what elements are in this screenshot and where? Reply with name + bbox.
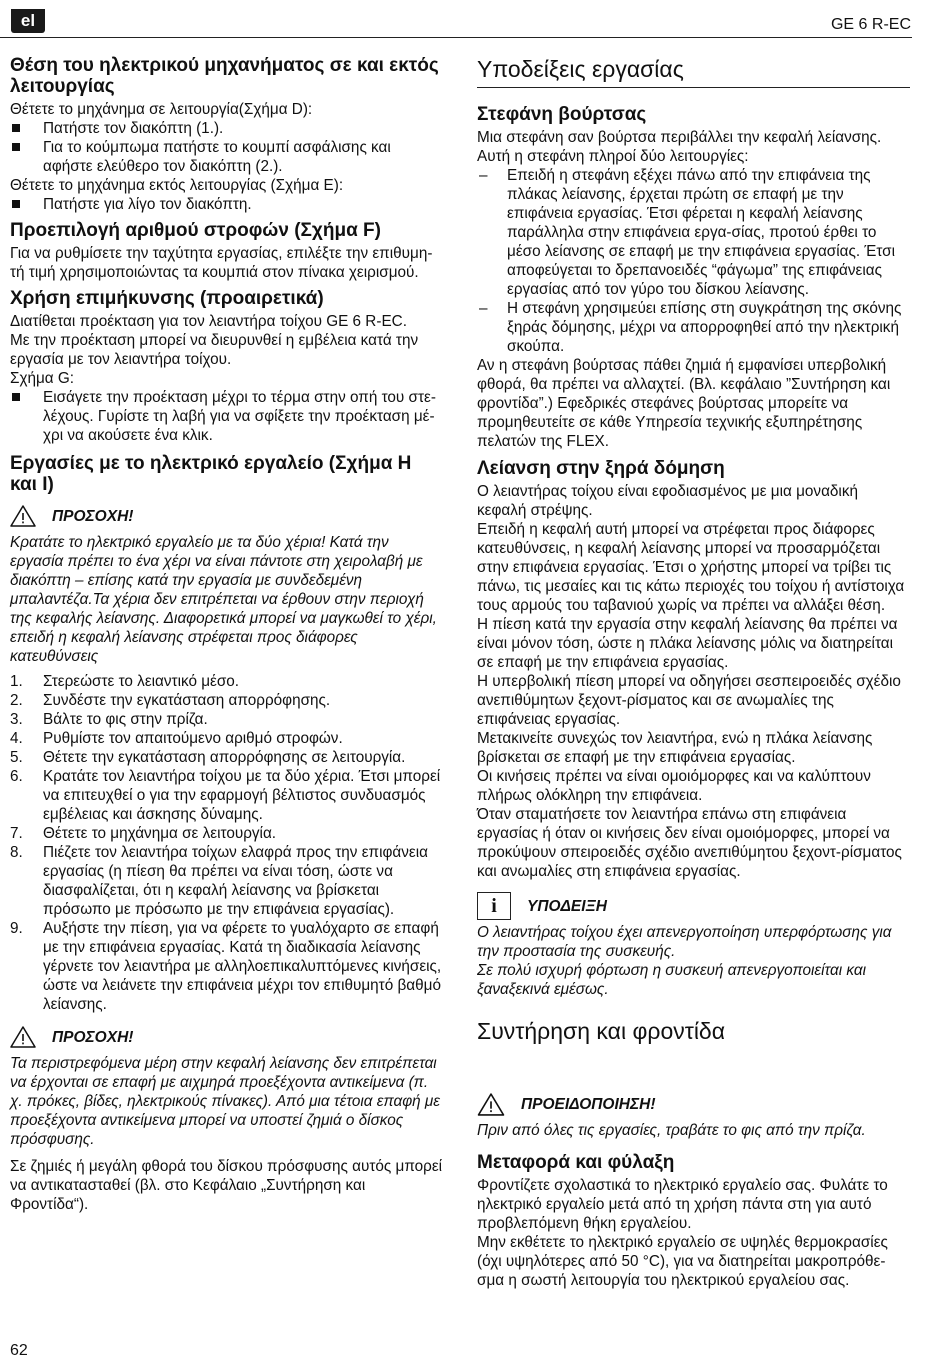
- left-column: [10, 55, 443, 1214]
- step-text: Πιέζετε τον λειαντήρα τοίχων ελαφρά προς την επιφάνεια εργασίας (η πίεση θα πρέπει να είναι τόση, ώστε να διασφαλίζεται, ότι η κεφαλή λείανσης να βρίσκεται πρόσωπο με πρόσωπο με την επιφάνεια εργασίας).: [43, 844, 428, 918]
- section-extension: [10, 288, 443, 445]
- paragraph: Η υπερβολική πίεση μπορεί να οδηγήσει σεσπειροειδές σχέδιο ανεπιθύμητων ξεχοντ-ρίσματος και σε ανωμαλίες της επιφάνειας εργασίας.: [477, 673, 901, 728]
- hint-notice: [477, 891, 910, 921]
- step-number: 2.: [10, 692, 23, 709]
- paragraph: Διατίθεται προέκταση για τον λειαντήρα τοίχου GE 6 R-EC.: [10, 313, 407, 330]
- dry-sanding-body: [477, 482, 910, 881]
- paragraph: Μετακινείτε συνεχώς τον λειαντήρα, ενώ η πλάκα λείανσης βρίσκεται σε επαφή με την επιφάνεια εργασίας.: [477, 730, 873, 766]
- list-item: [10, 919, 443, 1014]
- paragraph: Μια στεφάνη σαν βούρτσα περιβάλλει την κεφαλή λείανσης.: [477, 129, 882, 146]
- page-number: 62: [10, 1342, 28, 1359]
- list-item: [10, 748, 443, 767]
- paragraph: Αυτή η στεφάνη πληροί δύο λειτουργίες:: [477, 148, 749, 165]
- list-item: [10, 691, 443, 710]
- warning-label: ΠΡΟΕΙΔΟΠΟΙΗΣΗ!: [521, 1095, 656, 1113]
- paragraph: Σχήμα G:: [10, 370, 75, 387]
- list-item: [10, 672, 443, 691]
- right-column: [477, 55, 910, 1290]
- step-text: Κρατάτε τον λειαντήρα τοίχου με τα δύο χέρια. Έτσι μπορεί να επιτευχθεί ο για την εφαρμογή βέλτιστος συνδυασμός εμβέλειας και άσκησης δύναμης.: [43, 768, 441, 823]
- step-number: 7.: [10, 825, 23, 842]
- model-code: GE 6 R-EC: [830, 16, 911, 33]
- step-text: Στερεώστε το λειαντικό μέσο.: [43, 673, 240, 690]
- step-text: Βάλτε το φις στην πρίζα.: [43, 711, 208, 728]
- list-item: [10, 767, 443, 824]
- caution-text-2: Τα περιστρεφόμενα μέρη στην κεφαλή λείανσης δεν επιτρέπεται να έρχονται σε επαφή με αιχμηρά προεξέχοντα αντικείμενα (π. χ. πρόκες, βίδες, ηλεκτρικούς πίνακες). Από μια τέτοια επαφή με προεξέχοντα αντικείμενα μπορεί να υποστεί ζημιά ο δίσκος πρόσφυσης.: [10, 1055, 441, 1148]
- step-text: Συνδέστε την εγκατάσταση απορρόφησης.: [43, 692, 331, 709]
- step-number: 8.: [10, 844, 23, 861]
- paragraph: Ο λειαντήρας τοίχου έχει απενεργοποίηση υπερφόρτωσης για την προστασία της συσκευής.: [477, 924, 892, 960]
- warning-text: Πριν από όλες τις εργασίες, τραβάτε το φις από την πρίζα.: [477, 1122, 866, 1139]
- step-text: Αυξήστε την πίεση, για να φέρετε το γυαλόχαρτο σε επαφή με την επιφάνεια εργασίας. Κατά τη διαδικασία λείανσης γέρνετε τον λειαντήρα με αλληλοεπικαλυπτόμενες κινήσεις, ώστε να λειάνετε την επιφάνεια μέχρι τον επιθυμητό βαθμό λείανσης.: [43, 920, 442, 1013]
- list-item: [10, 824, 443, 843]
- caution-text: Κρατάτε το ηλεκτρικό εργαλείο με τα δύο χέρια! Κατά την εργασία πρέπει το ένα χέρι να είναι πάντοτε στη χειρολαβή με διακόπτη – επίσης κατά την εργασία με συνδεδεμένη μπαλαντέζα.Τα χέρια δεν επιτρέπεται να έρθουν στην περιοχή της κεφαλής λείανσης. Διαφορετικά μπορεί να μαγκωθεί το χέρι, επειδή η κεφαλή λείανσης στρέφεται προς διάφορες κατευθύνσεις: [10, 534, 437, 665]
- paragraph: Η πίεση κατά την εργασία στην κεφαλή λείανσης θα πρέπει να είναι μόνον τόση, ώστε η πλάκα λείανσης μόλις να διατηρείται σε επαφή με την επιφάνεια εργασίας.: [477, 616, 898, 671]
- warning-triangle-icon: [10, 1025, 36, 1049]
- paragraph: Όταν σταματήσετε τον λειαντήρα επάνω στη επιφάνεια εργασίας ή όταν οι κινήσεις δεν είναι ομοιόμορφες, μπορεί να προκύψουν σπειροειδές σχέδιο ανεπιθύμητου ξεχοντ-ρίσματος και ανωμαλίες στη επιφάνεια εργασίας.: [477, 806, 902, 880]
- section-title-dry-sanding: Λείανση στην ξηρά δόμηση: [477, 458, 725, 479]
- section-title-brush: Στεφάνη βούρτσας: [477, 104, 647, 125]
- section-title-switching: Θέση του ηλεκτρικού μηχανήματος σε και εκτός λειτουργίας: [10, 55, 439, 97]
- section-title-maintenance: Συντήρηση και φροντίδα: [477, 1018, 726, 1044]
- disk-replacement-text: Σε ζημιές ή μεγάλη φθορά του δίσκου πρόσφυσης αυτός μπορεί να αντικατασταθεί (βλ. στο Κεφάλαιο „Συντήρηση και Φροντίδα“).: [10, 1158, 443, 1213]
- switching-body: [10, 100, 443, 214]
- section-title-transport: Μεταφορά και φύλαξη: [477, 1152, 675, 1173]
- warning-notice: [477, 1089, 910, 1119]
- bullet-item: Εισάγετε την προέκταση μέχρι το τέρμα στην οπή του στε-λέχους. Γυρίστε τη λαβή για να σφίξετε την προέκταση μέ-χρι να ακούσετε ένα κλικ.: [10, 388, 443, 445]
- list-item: [10, 710, 443, 729]
- paragraph: Θέτετε το μηχάνημα σε λειτουργία(Σχήμα D):: [10, 101, 313, 118]
- paragraph: Θέτετε το μηχάνημα εκτός λειτουργίας (Σχήμα E):: [10, 177, 344, 194]
- bullet-item: Πατήστε για λίγο τον διακόπτη.: [10, 195, 443, 214]
- dash-item: – Η στεφάνη χρησιμεύει επίσης στη συγκράτηση της σκόνης ξηράς δόμησης, μέχρι να απορροφηθεί από την ηλεκτρική σκούπα.: [477, 299, 910, 356]
- step-number: 1.: [10, 673, 23, 690]
- brush-body: [477, 128, 910, 451]
- warning-triangle-icon: [477, 1092, 505, 1117]
- step-number: 5.: [10, 749, 23, 766]
- caution-notice-2: [10, 1022, 443, 1052]
- list-item: [10, 729, 443, 748]
- caution-label: ΠΡΟΣΟΧΗ!: [52, 507, 134, 525]
- steps-list: [10, 672, 443, 1014]
- section-title-working: Εργασίες με το ηλεκτρικό εργαλείο (Σχήμα H και I): [10, 453, 412, 495]
- step-text: Θέτετε το μηχάνημα σε λειτουργία.: [43, 825, 277, 842]
- section-brush: [477, 104, 910, 451]
- paragraph: Αν η στεφάνη βούρτσας πάθει ζημιά ή εμφανίσει υπερβολική φθορά, θα πρέπει να αλλαχτεί. (Βλ. κεφάλαιο ”Συντήρηση και φροντίδα”.) Εφεδρικές στεφάνες βούρτσας μπορείτε να προμηθευτείτε σε κάθε Υπηρεσία τεχνικής εξυπηρέτησης πελατών της FLEX.: [477, 357, 891, 450]
- hint-body: [477, 923, 910, 999]
- step-number: 3.: [10, 711, 23, 728]
- section-transport: [477, 1152, 910, 1290]
- warning-triangle-icon: [10, 504, 36, 528]
- paragraph: Επειδή η κεφαλή αυτή μπορεί να στρέφεται προς διάφορες κατευθύνσεις, η κεφαλή λείανσης μπορεί να προσαρμόζεται στην επιφάνεια εργασίας. Έτσι ο χρήστης μπορεί να τρίβει τις πάνω, τις μεσαίες και τις κάτω περιοχές του τοίχου ή αντίστοιχα τους αρμούς του ταβανιού χωρίς να πρέπει να αλλάξει θέση.: [477, 521, 905, 614]
- section-speed: [10, 220, 443, 282]
- paragraph: Ο λειαντήρας τοίχου είναι εφοδιασμένος με μια μοναδική κεφαλή στρέψης.: [477, 483, 858, 519]
- paragraph: Με την προέκταση μπορεί να διευρυνθεί η εμβέλεια κατά την εργασία με τον λειαντήρα τοίχου.: [10, 332, 419, 368]
- dash-item: – Επειδή η στεφάνη εξέχει πάνω από την επιφάνεια της πλάκας λείανσης, έρχεται πρώτη σε επαφή με την επιφάνεια εργασίας. Έτσι φέρεται η κεφαλή λείανσης παράλληλα στην επιφάνεια εργα-σίας, προτού έρθει το μέσο λείανσης σε επαφή με την επιφάνεια εργασίας. Έτσι αποφεύγεται το δρεπανοειδές “φάγωμα” της επιφάνειας εργασίας από τον γύρο του δίσκου λείανσης.: [477, 166, 910, 299]
- section-switching: [10, 55, 443, 214]
- extension-body: [10, 312, 443, 445]
- section-title-tips: Υποδείξεις εργασίας: [477, 55, 910, 88]
- section-dry-sanding: [477, 458, 910, 999]
- list-item: [10, 843, 443, 919]
- paragraph: Σε πολύ ισχυρή φόρτωση η συσκευή απενεργοποιείται και ξαναξεκινά εμέσως.: [477, 962, 866, 998]
- step-number: 9.: [10, 920, 23, 937]
- section-title-extension: Χρήση επιμήκυνσης (προαιρετικά): [10, 288, 324, 309]
- step-text: Θέτετε την εγκατάσταση απορρόφησης σε λειτουργία.: [43, 749, 406, 766]
- bullet-item: Πατήστε τον διακόπτη (1.).: [10, 119, 443, 138]
- caution-label-2: ΠΡΟΣΟΧΗ!: [52, 1028, 134, 1046]
- language-tab: el: [11, 9, 45, 33]
- info-icon: i: [477, 892, 511, 920]
- bullet-item: Για το κούμπωμα πατήστε το κουμπί ασφάλισης και αφήστε ελεύθερο τον διακόπτη (2.).: [10, 138, 443, 176]
- header-rule: [0, 37, 912, 38]
- step-number: 4.: [10, 730, 23, 747]
- step-text: Ρυθμίστε τον απαιτούμενο αριθμό στροφών.: [43, 730, 343, 747]
- caution-notice: [10, 501, 443, 531]
- paragraph: Οι κινήσεις πρέπει να είναι ομοιόμορφες και να καλύπτουν πλήρως ολόκληρη την επιφάνεια.: [477, 768, 871, 804]
- hint-label: ΥΠΟΔΕΙΞΗ: [527, 897, 607, 915]
- section-title-speed: Προεπιλογή αριθμού στροφών (Σχήμα F): [10, 220, 381, 241]
- paragraph: Μην εκθέτετε το ηλεκτρικό εργαλείο σε υψηλές θερμοκρασίες (όχι υψηλότερες από 50 °C), για να διατηρείται μακροπρόθε-σμα η σωστή λειτουργία του ηλεκτρικού εργαλείου σας.: [477, 1234, 888, 1289]
- step-number: 6.: [10, 768, 23, 785]
- speed-text: Για να ρυθμίσετε την ταχύτητα εργασίας, επιλέξτε την επιθυμη-τή τιμή χρησιμοποιώντας τα κουμπιά στον πίνακα χειρισμού.: [10, 245, 433, 281]
- transport-body: [477, 1176, 910, 1290]
- section-working: [10, 453, 443, 1214]
- paragraph: Φροντίζετε σχολαστικά το ηλεκτρικό εργαλείο σας. Φυλάτε το ηλεκτρικό εργαλείο μετά από τη χρήση πάντα στη για αυτό προβλεπόμενη θήκη εργαλείου.: [477, 1177, 888, 1232]
